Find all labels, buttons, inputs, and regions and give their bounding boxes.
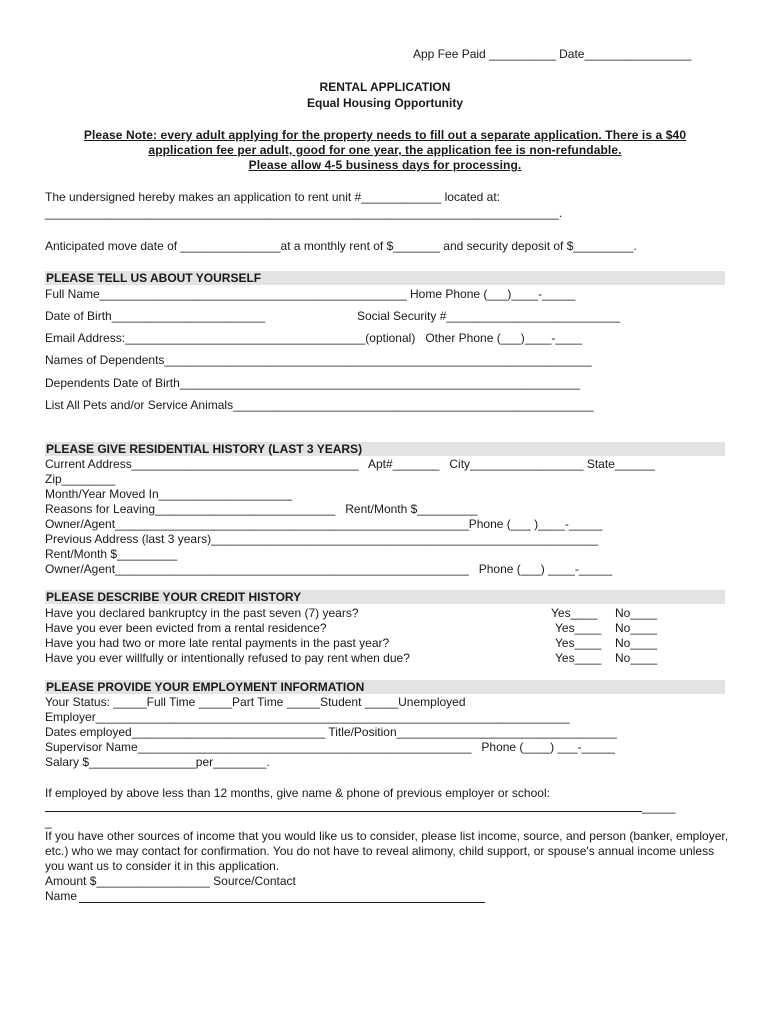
employer-field[interactable]: Employer_______________________________________________________________________: [45, 710, 570, 724]
credit-yes[interactable]: Yes____: [555, 636, 602, 650]
name-line[interactable]: [79, 902, 485, 903]
section-header-about: PLEASE TELL US ABOUT YOURSELF: [45, 271, 725, 285]
note-line-2: application fee per adult, good for one year, the application fee is non-refundable.: [148, 143, 622, 157]
app-fee-date-line: App Fee Paid __________ Date________________: [413, 47, 692, 61]
dates-employed-field[interactable]: Dates employed_____________________________ Title/Position_________________________________: [45, 725, 617, 739]
move-date-line[interactable]: Anticipated move date of _______________at a monthly rent of $_______ and security deposit of $_________.: [45, 239, 637, 253]
credit-no[interactable]: No____: [615, 606, 658, 620]
credit-yes[interactable]: Yes____: [551, 606, 598, 620]
form-title: RENTAL APPLICATION: [319, 80, 451, 94]
credit-no[interactable]: No____: [615, 651, 658, 665]
dependents-dob-field[interactable]: Dependents Date of Birth____________________________________________________________: [45, 376, 581, 390]
owner-agent-field[interactable]: Owner/Agent_____________________________________________________Phone (___ )____-_____: [45, 517, 603, 531]
name-label: Name: [45, 889, 78, 903]
credit-question: Have you had two or more late rental payments in the past year?: [45, 636, 390, 650]
section-header-residential: PLEASE GIVE RESIDENTIAL HISTORY (LAST 3 YEARS): [45, 442, 725, 456]
moved-in-field[interactable]: Month/Year Moved In____________________: [45, 487, 293, 501]
amount-source-field[interactable]: Amount $_________________ Source/Contact: [45, 874, 296, 888]
address-line[interactable]: _____________________________________________________________________________.: [45, 206, 563, 220]
note-line-1: Please Note: every adult applying for the property needs to fill out a separate application. There is a $40: [83, 128, 687, 142]
reasons-leaving-field[interactable]: Reasons for Leaving___________________________ Rent/Month $_________: [45, 502, 478, 516]
previous-employer-line[interactable]: [45, 811, 642, 812]
other-income-paragraph: If you have other sources of income that you would like us to consider, please list income, source, and person (banker, employer, etc.) who we may contact for confirmation. You do not have to reveal alimony, child support, or spouse's annual income unless you want us to consider it in this application.: [45, 829, 729, 873]
previous-employer-prompt: If employed by above less than 12 months, give name & phone of previous employer or school:: [45, 786, 550, 800]
employment-status-field[interactable]: Your Status: _____Full Time _____Part Time _____Student _____Unemployed: [45, 695, 466, 709]
credit-question: Have you ever been evicted from a rental residence?: [45, 621, 327, 635]
note-line-3: Please allow 4-5 business days for processing.: [248, 158, 522, 172]
full-name-field[interactable]: Full Name______________________________________________ Home Phone (___)____-_____: [45, 287, 576, 301]
credit-question: Have you ever willfully or intentionally refused to pay rent when due?: [45, 651, 410, 665]
form-subtitle: Equal Housing Opportunity: [307, 96, 463, 110]
section-header-employment: PLEASE PROVIDE YOUR EMPLOYMENT INFORMATION: [45, 680, 725, 694]
credit-yes[interactable]: Yes____: [555, 621, 602, 635]
previous-employer-underscore: _: [45, 815, 52, 829]
credit-no[interactable]: No____: [615, 636, 658, 650]
credit-yes[interactable]: Yes____: [555, 651, 602, 665]
section-header-credit: PLEASE DESCRIBE YOUR CREDIT HISTORY: [45, 590, 725, 604]
supervisor-field[interactable]: Supervisor Name__________________________________________________ Phone (____) ___-_____: [45, 740, 615, 754]
zip-field[interactable]: Zip________: [45, 472, 116, 486]
dob-field[interactable]: Date of Birth_______________________: [45, 309, 266, 323]
dependents-field[interactable]: Names of Dependents________________________________________________________________: [45, 353, 592, 367]
salary-field[interactable]: Salary $________________per________.: [45, 755, 270, 769]
email-field[interactable]: Email Address:____________________________________(optional) Other Phone (___)____-____: [45, 331, 583, 345]
credit-question: Have you declared bankruptcy in the past seven (7) years?: [45, 606, 359, 620]
unit-line[interactable]: The undersigned hereby makes an application to rent unit #____________ located at:: [45, 190, 500, 204]
previous-rent-field[interactable]: Rent/Month $_________: [45, 547, 178, 561]
previous-owner-agent-field[interactable]: Owner/Agent_____________________________________________________ Phone (___) ____-_____: [45, 562, 613, 576]
previous-address-field[interactable]: Previous Address (last 3 years)__________________________________________________________: [45, 532, 599, 546]
pets-field[interactable]: List All Pets and/or Service Animals______________________________________________________: [45, 398, 594, 412]
current-address-field[interactable]: Current Address__________________________________ Apt#_______ City_________________ State______: [45, 457, 655, 471]
previous-employer-tail: _____: [642, 800, 676, 814]
ssn-field[interactable]: Social Security #__________________________: [357, 309, 620, 323]
credit-no[interactable]: No____: [615, 621, 658, 635]
